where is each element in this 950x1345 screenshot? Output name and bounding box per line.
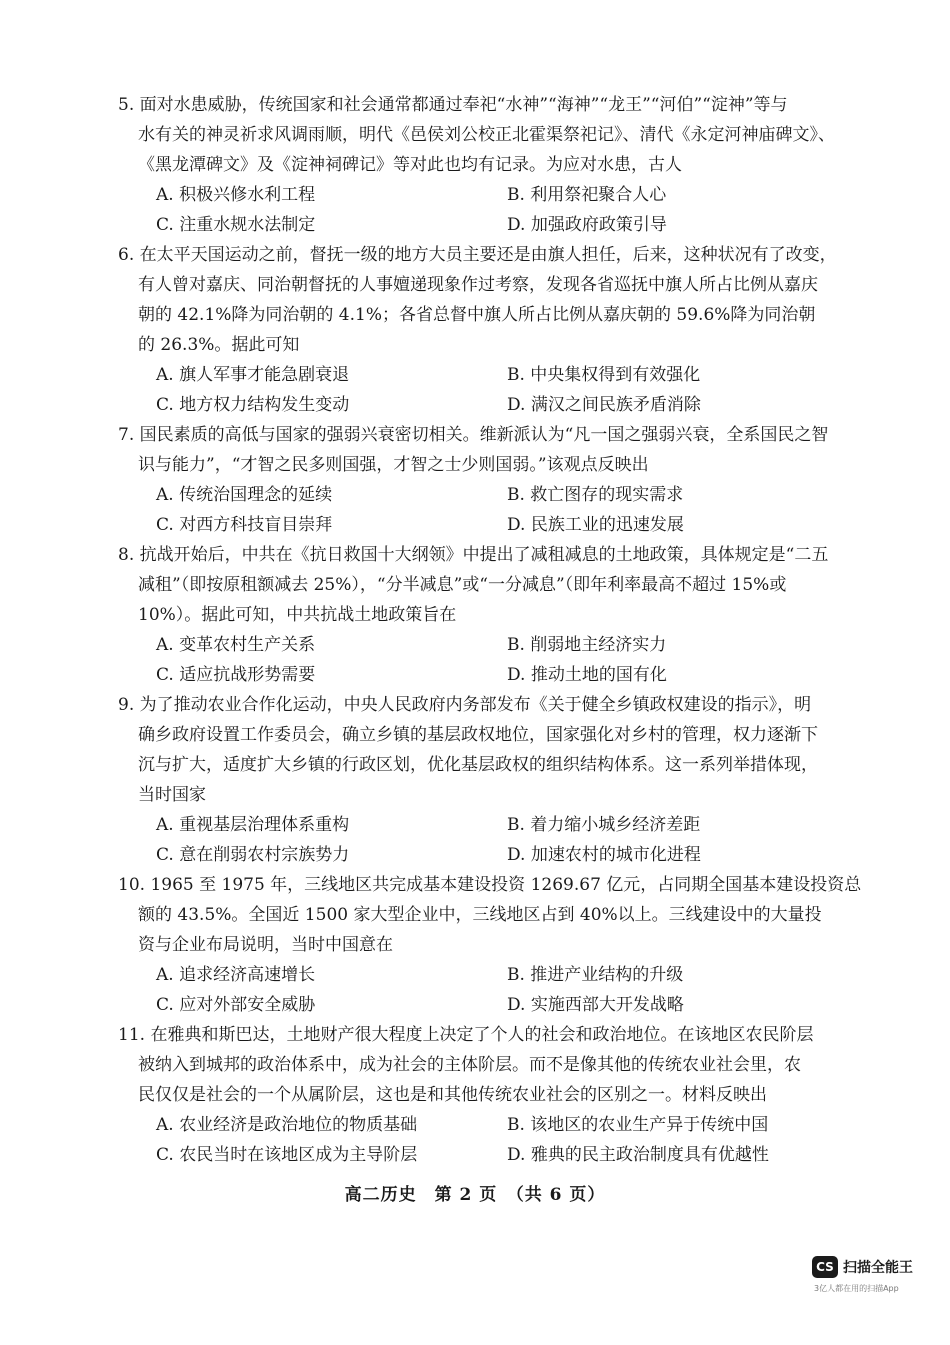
- option-a: A. 传统治国理念的延续: [156, 485, 333, 505]
- option-b: B. 中央集权得到有效强化: [507, 365, 701, 385]
- question-stem-line: 减租”（即按原租额减去 25%），“分半减息”或“一分减息”（即年利率最高不超过 15%或: [138, 575, 787, 595]
- question-stem-line: 的 26.3%。据此可知: [138, 335, 300, 355]
- option-a: A. 积极兴修水利工程: [156, 185, 316, 205]
- question-stem-line: 8. 抗战开始后，中共在《抗日救国十大纲领》中提出了减租减息的土地政策，具体规定是“二五: [118, 545, 829, 565]
- question-stem-line: 6. 在太平天国运动之前，督抚一级的地方大员主要还是由旗人担任，后来，这种状况有了改变，: [118, 245, 837, 265]
- option-d: D. 加速农村的城市化进程: [507, 845, 701, 865]
- answer-options: [118, 1110, 858, 1170]
- option-d: D. 雅典的民主政治制度具有优越性: [507, 1145, 769, 1165]
- page-footer: 高二历史 第 2 页 （共 6 页）: [344, 1185, 606, 1205]
- question-stem-line: 沉与扩大，适度扩大乡镇的行政区划，优化基层政权的组织结构体系。这一系列举措体现，: [138, 755, 818, 775]
- question-6: [118, 240, 858, 420]
- option-d: D. 推动土地的国有化: [507, 665, 667, 685]
- option-b: B. 推进产业结构的升级: [507, 965, 684, 985]
- option-b: B. 削弱地主经济实力: [507, 635, 667, 655]
- question-stem-line: 确乡政府设置工作委员会，确立乡镇的基层政权地位，国家强化对乡村的管理，权力逐渐下: [138, 725, 818, 745]
- camscanner-logo-icon: CS: [812, 1256, 838, 1278]
- option-c: C. 对西方科技盲目崇拜: [156, 515, 333, 535]
- question-10: [118, 870, 862, 1020]
- question-5: [118, 90, 858, 240]
- question-stem-line: 额的 43.5%。全国近 1500 家大型企业中，三线地区占到 40%以上。三线建设中的大量投: [138, 905, 822, 925]
- question-stem-line: 识与能力”，“才智之民多则国强，才智之士少则国弱。”该观点反映出: [138, 455, 649, 475]
- option-b: B. 该地区的农业生产异于传统中国: [507, 1115, 769, 1135]
- option-c: C. 意在削弱农村宗族势力: [156, 845, 350, 865]
- question-11: [118, 1020, 858, 1170]
- option-d: D. 满汉之间民族矛盾消除: [507, 395, 701, 415]
- option-c: C. 适应抗战形势需要: [156, 665, 316, 685]
- question-stem-line: 当时国家: [138, 785, 206, 805]
- question-stem-line: 民仅仅是社会的一个从属阶层，这也是和其他传统农业社会的区别之一。材料反映出: [138, 1085, 767, 1105]
- answer-options: [118, 180, 858, 240]
- option-c: C. 应对外部安全威胁: [156, 995, 316, 1015]
- question-stem-line: 11. 在雅典和斯巴达，土地财产很大程度上决定了个人的社会和政治地位。在该地区农民阶层: [118, 1025, 814, 1045]
- question-stem-line: 资与企业布局说明，当时中国意在: [138, 935, 393, 955]
- option-d: D. 加强政府政策引导: [507, 215, 667, 235]
- option-d: D. 实施西部大开发战略: [507, 995, 684, 1015]
- question-stem-line: 有人曾对嘉庆、同治朝督抚的人事嬗递现象作过考察，发现各省巡抚中旗人所占比例从嘉庆: [138, 275, 818, 295]
- watermark-title: 扫描全能王: [843, 1260, 913, 1276]
- question-stem-line: 朝的 42.1%降为同治朝的 4.1%；各省总督中旗人所占比例从嘉庆朝的 59.6%降为同治朝: [138, 305, 816, 325]
- answer-options: [118, 360, 858, 420]
- option-a: A. 变革农村生产关系: [156, 635, 316, 655]
- option-d: D. 民族工业的迅速发展: [507, 515, 684, 535]
- option-b: B. 救亡图存的现实需求: [507, 485, 684, 505]
- option-c: C. 注重水规水法制定: [156, 215, 316, 235]
- option-a: A. 重视基层治理体系重构: [156, 815, 350, 835]
- option-c: C. 农民当时在该地区成为主导阶层: [156, 1145, 418, 1165]
- watermark-subtitle: 3亿人都在用的扫描App: [814, 1284, 899, 1293]
- option-b: B. 着力缩小城乡经济差距: [507, 815, 701, 835]
- scanner-watermark: [812, 1256, 932, 1296]
- answer-options: [118, 630, 858, 690]
- question-stem-line: 7. 国民素质的高低与国家的强弱兴衰密切相关。维新派认为“凡一国之强弱兴衰，全系国民之智: [118, 425, 829, 445]
- question-8: [118, 540, 858, 690]
- option-a: A. 农业经济是政治地位的物质基础: [156, 1115, 418, 1135]
- answer-options: [118, 960, 858, 1020]
- option-a: A. 旗人军事才能急剧衰退: [156, 365, 350, 385]
- question-9: [118, 690, 858, 870]
- question-stem-line: 被纳入到城邦的政治体系中，成为社会的主体阶层。而不是像其他的传统农业社会里，农: [138, 1055, 801, 1075]
- option-b: B. 利用祭祀聚合人心: [507, 185, 667, 205]
- option-a: A. 追求经济高速增长: [156, 965, 316, 985]
- question-stem-line: 10%）。据此可知，中共抗战土地政策旨在: [138, 605, 457, 625]
- question-stem-line: 5. 面对水患威胁，传统国家和社会通常都通过奉祀“水神”“海神”“龙王”“河伯”“淀神”等与: [118, 95, 788, 115]
- question-stem-line: 《黑龙潭碑文》及《淀神祠碑记》等对此也均有记录。为应对水患，古人: [138, 155, 682, 175]
- answer-options: [118, 810, 858, 870]
- answer-options: [118, 480, 858, 540]
- question-stem-line: 水有关的神灵祈求风调雨顺，明代《邑侯刘公校正北霍渠祭祀记》、清代《永定河神庙碑文》、: [138, 125, 835, 145]
- option-c: C. 地方权力结构发生变动: [156, 395, 350, 415]
- question-stem-line: 9. 为了推动农业合作化运动，中央人民政府内务部发布《关于健全乡镇政权建设的指示》，明: [118, 695, 812, 715]
- question-stem-line: 10. 1965 至 1975 年，三线地区共完成基本建设投资 1269.67 亿元，占同期全国基本建设投资总: [118, 875, 862, 895]
- question-7: [118, 420, 858, 540]
